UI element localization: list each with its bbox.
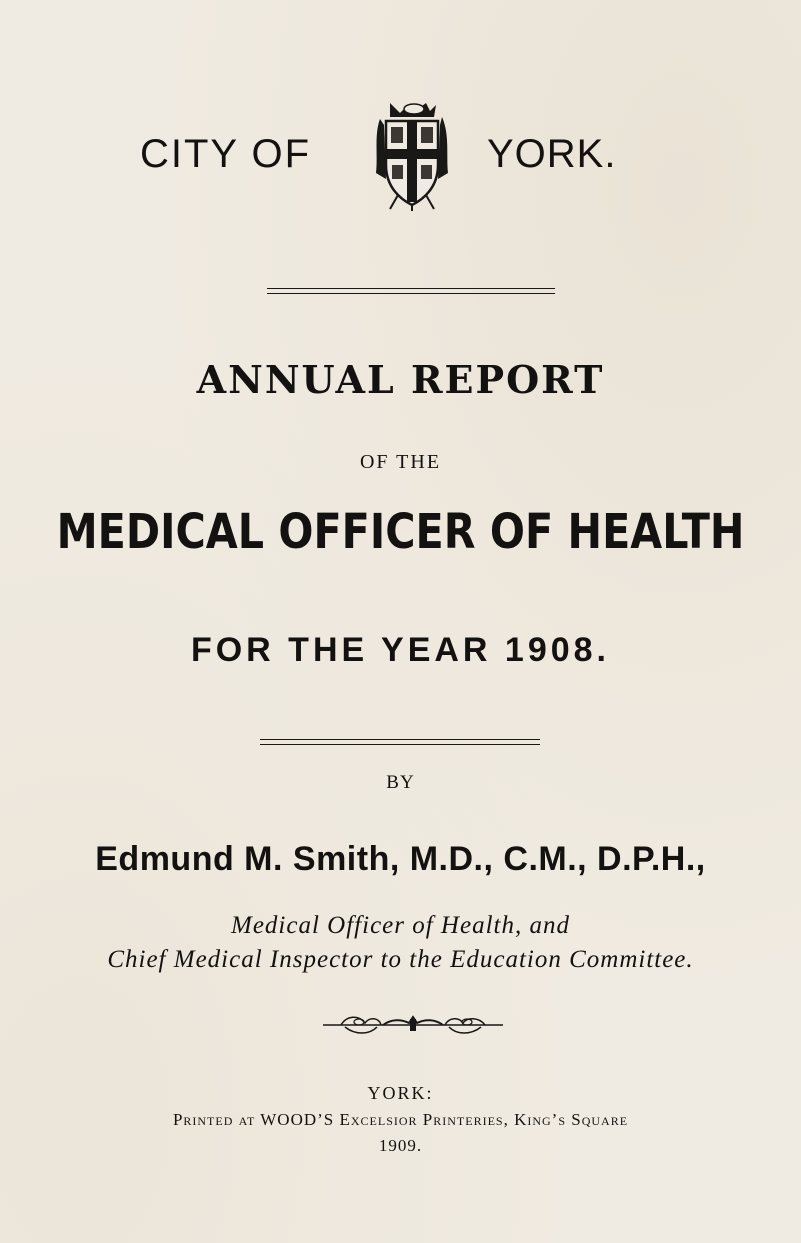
city-header [0,95,801,215]
report-year: FOR THE YEAR 1908. [190,631,611,669]
report-title: ANNUAL REPORT [196,357,605,402]
imprint-year: 1909. [378,1136,423,1155]
author-name: Edmund M. Smith, M.D., C.M., D.P.H., [95,840,706,878]
ornamental-divider-icon [321,1013,505,1037]
by-label: BY [386,772,415,793]
report-subtitle-of-the: OF THE [359,451,442,473]
double-rule-divider [267,288,555,294]
report-subject: MEDICAL OFFICER OF HEALTH [56,504,745,560]
york-crest-icon [368,95,454,211]
imprint-printer: Printed at WOOD’S Excelsior Printeries, King’s Square [172,1110,629,1129]
author-role-line-1: Medical Officer of Health, and [231,912,570,939]
city-of-label: CITY OF [140,132,312,176]
author-role-line-2: Chief Medical Inspector to the Education Committee. [107,946,694,973]
imprint-place: YORK: [367,1083,434,1103]
double-rule-divider [260,739,540,745]
york-label: YORK. [487,132,617,176]
